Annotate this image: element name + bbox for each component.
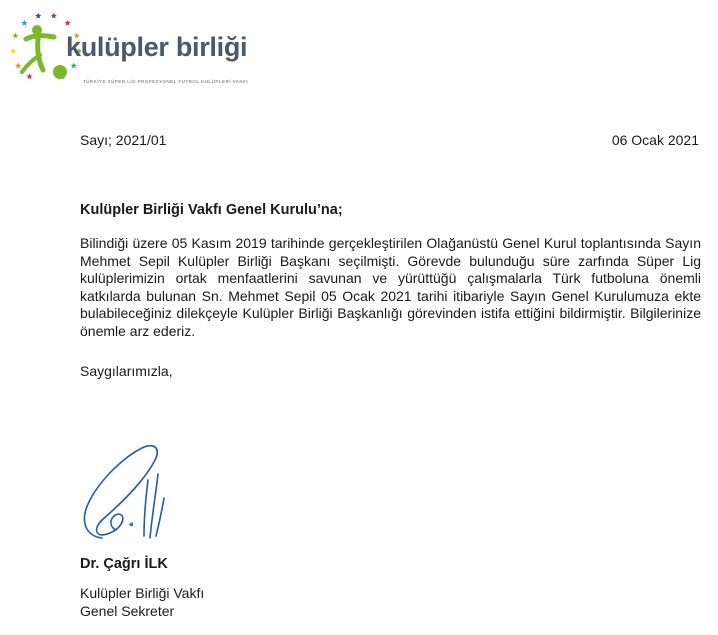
- logo-star-icon: [10, 48, 16, 54]
- logo-star-icon: [26, 73, 32, 79]
- logo-star-icon: [65, 20, 71, 26]
- letter-body: Bilindiği üzere 05 Kasım 2019 tarihinde gerçekleştirilen Olağanüstü Genel Kurul toplantısında Sayın Mehmet Sepil Kulüpler Birliği Başkanı seçilmişti. Görevde bulunduğu süre zarfında Süper Lig kulüplerimizin ortak menfaatlerini savunan ve yürüttüğü çalışmalarla Türk futboluna önemli katkılarda bulunan Sn. Mehmet Sepil 05 Ocak 2021 tarihi itibariyle Sayın Genel Kurulumuza ekte bulabileceğiniz dilekçeyle Kulüpler Birliği Başkanlığı görevinden istifa ettiğini bildirmiştir. Bilgilerinize önemle arz ederiz.: [80, 235, 701, 339]
- logo-star-icon: [15, 63, 21, 69]
- logo-star-icon: [21, 20, 27, 26]
- logo-star-icon: [71, 63, 77, 69]
- logo-star-icon: [51, 13, 57, 19]
- logo: [10, 10, 249, 90]
- logo-tagline: TÜRKİYE SÜPER LİG PROFESYONEL FUTBOL KULÜPLERİ VAKFI: [83, 79, 249, 84]
- logo-wordmark: kulüpler birliği: [66, 32, 248, 62]
- logo-star-icon: [35, 13, 41, 19]
- logo-star-icon: [12, 33, 18, 39]
- signer-name: Dr. Çağrı İLK: [80, 556, 168, 572]
- document-date: 06 Ocak 2021: [611, 132, 699, 148]
- signer-organization: Kulüpler Birliği Vakfı: [80, 585, 205, 601]
- signer-title: Genel Sekreter: [80, 603, 175, 619]
- closing: Saygılarımızla,: [80, 363, 173, 379]
- document-number: Sayı; 2021/01: [80, 132, 167, 148]
- signature-icon: [72, 440, 192, 550]
- salutation: Kulüpler Birliği Vakfı Genel Kurulu’na;: [80, 202, 343, 218]
- signature-image: [72, 440, 192, 555]
